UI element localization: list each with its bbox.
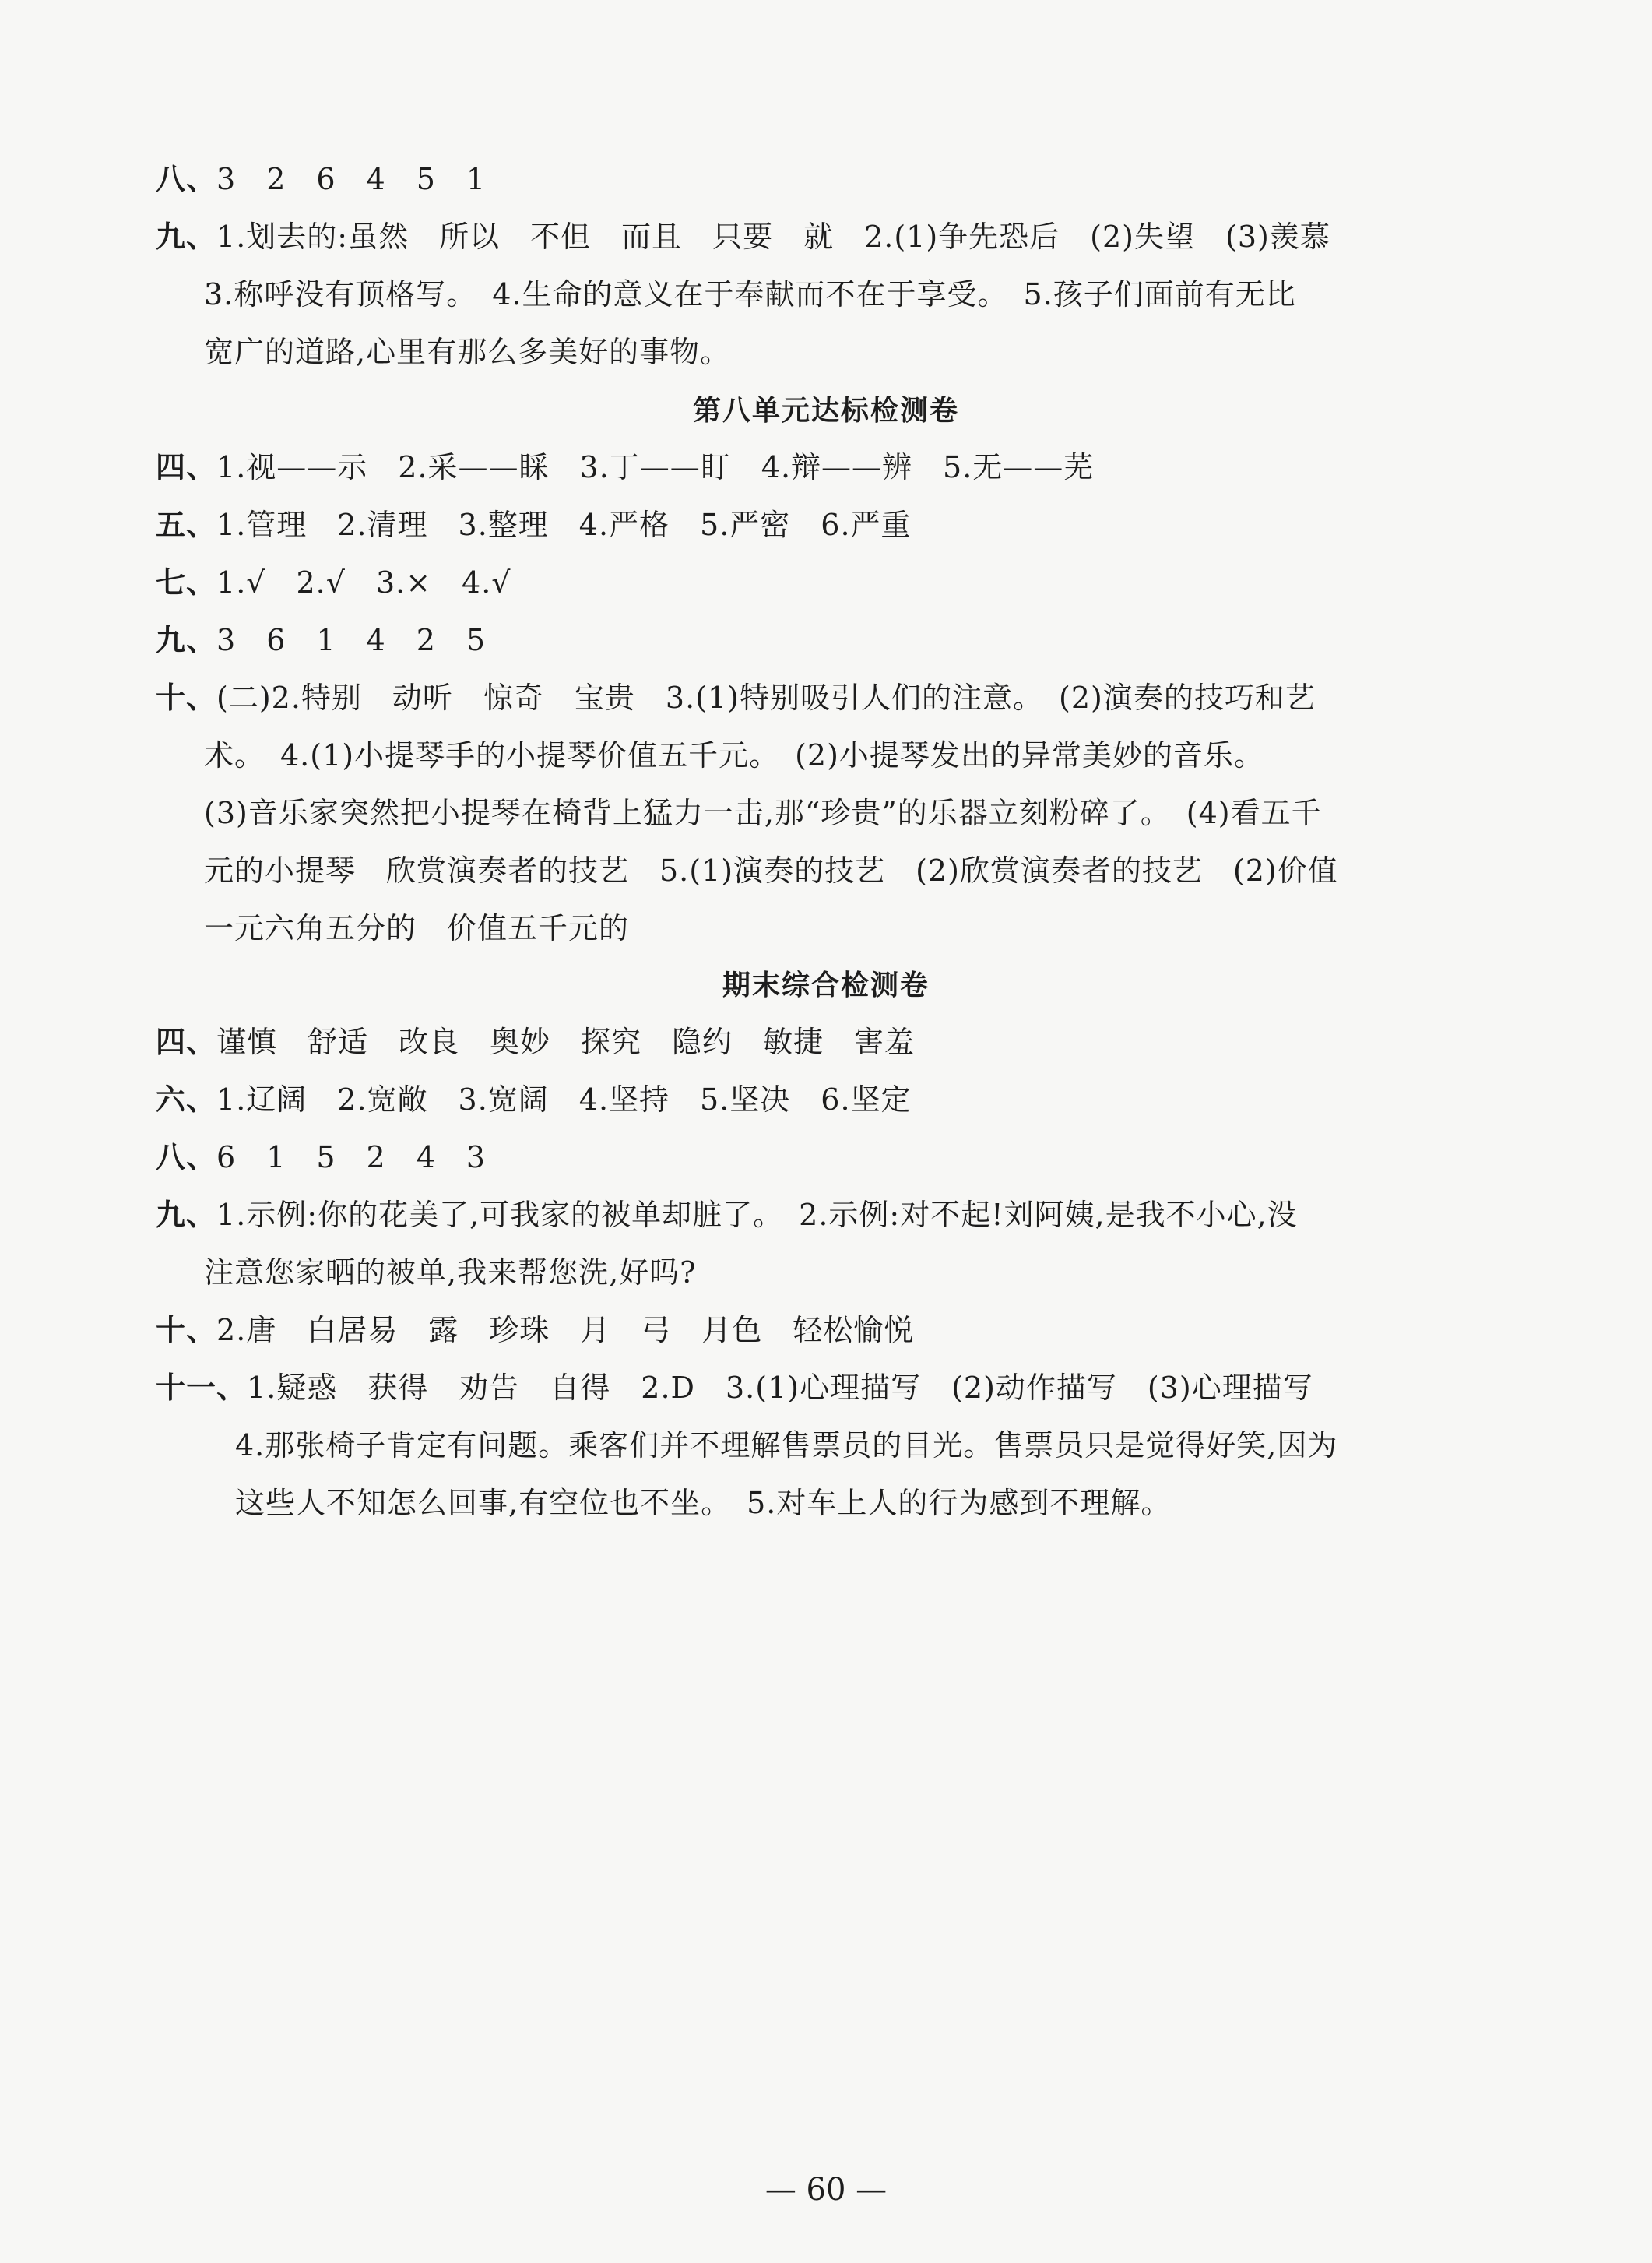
answer-text: 这些人不知怎么回事,有空位也不坐。 5.对车上人的行为感到不理解。: [235, 1486, 1172, 1520]
answer-line: [156, 1371, 1313, 1405]
answer-text: 注意您家晒的被单,我来帮您洗,好吗?: [204, 1255, 697, 1290]
answer-text: 2.唐 白居易 露 珍珠 月 弓 月色 轻松愉悦: [216, 1313, 915, 1347]
answer-text: 1.√ 2.√ 3.× 4.√: [216, 565, 511, 600]
answer-text: 1.辽阔 2.宽敞 3.宽阔 4.坚持 5.坚决 6.坚定: [216, 1082, 912, 1117]
section-title: 期末综合检测卷: [722, 970, 930, 1001]
answer-line: [156, 1082, 912, 1117]
answer-text: 3.称呼没有顶格写。 4.生命的意义在于奉献而不在于享受。 5.孩子们面前有无比: [204, 277, 1296, 311]
answer-text: 1.疑惑 获得 劝告 自得 2.D 3.(1)心理描写 (2)动作描写 (3)心理描写: [247, 1371, 1313, 1405]
answer-line: [204, 277, 1296, 311]
answer-line: [235, 1486, 1171, 1520]
question-label: 九、: [156, 1197, 217, 1232]
answer-line: [204, 911, 629, 945]
answer-text: 3 6 1 4 2 5: [216, 623, 487, 657]
answer-line: [156, 220, 1330, 254]
answer-line: [156, 1313, 914, 1347]
answer-text: (二)2.特别 动听 惊奇 宝贵 3.(1)特别吸引人们的注意。 (2)演奏的技巧和艺: [216, 681, 1316, 715]
answer-text: 1.划去的:虽然 所以 不但 而且 只要 就 2.(1)争先恐后 (2)失望 (3)羡慕: [216, 220, 1330, 254]
answer-line: [204, 853, 1338, 888]
answer-line: [204, 1255, 697, 1290]
answer-line: [204, 335, 730, 369]
answer-text: 元的小提琴 欣赏演奏者的技艺 5.(1)演奏的技艺 (2)欣赏演奏者的技艺 (2)价值: [204, 853, 1338, 888]
question-label: 五、: [156, 507, 217, 542]
answer-line: [156, 508, 912, 542]
answer-line: [204, 738, 1264, 773]
page-number: — 60 —: [764, 2172, 888, 2208]
question-label: 九、: [156, 622, 217, 657]
answer-text: 1.管理 2.清理 3.整理 4.严格 5.严密 6.严重: [216, 508, 912, 542]
answer-text: 3 2 6 4 5 1: [216, 162, 487, 196]
question-label: 四、: [156, 449, 217, 484]
answer-line: [156, 623, 486, 657]
answer-line: [204, 796, 1322, 830]
question-label: 七、: [156, 565, 217, 600]
answer-text: 谨慎 舒适 改良 奥妙 探究 隐约 敏捷 害羞: [216, 1025, 916, 1059]
answer-text: 1.视——示 2.采——睬 3.丁——盯 4.辩——辨 5.无——芜: [216, 450, 1095, 484]
question-label: 六、: [156, 1082, 217, 1117]
answer-line: [156, 450, 1094, 484]
question-label: 八、: [156, 1139, 217, 1174]
question-label: 九、: [156, 219, 217, 254]
answer-line: [156, 681, 1316, 715]
answer-line: [156, 1140, 486, 1174]
question-label: 十一、: [156, 1370, 248, 1405]
section-title: 第八单元达标检测卷: [692, 395, 959, 427]
question-label: 十、: [156, 1312, 217, 1347]
answer-text: 一元六角五分的 价值五千元的: [204, 911, 630, 945]
answer-line: [156, 1198, 1298, 1232]
answer-line: [156, 162, 486, 196]
answer-text: (3)音乐家突然把小提琴在椅背上猛力一击,那“珍贵”的乐器立刻粉碎了。 (4)看五千: [204, 796, 1322, 830]
question-label: 四、: [156, 1024, 217, 1059]
answer-text: 1.示例:你的花美了,可我家的被单却脏了。 2.示例:对不起!刘阿姨,是我不小心,没: [216, 1198, 1298, 1232]
answer-line: [235, 1428, 1337, 1462]
answer-line: [156, 1025, 915, 1059]
question-label: 十、: [156, 680, 217, 715]
answer-line: [156, 565, 511, 600]
question-label: 八、: [156, 161, 217, 196]
answer-text: 术。 4.(1)小提琴手的小提琴价值五千元。 (2)小提琴发出的异常美妙的音乐。: [204, 738, 1264, 773]
answer-text: 4.那张椅子肯定有问题。乘客们并不理解售票员的目光。售票员只是觉得好笑,因为: [235, 1428, 1338, 1462]
answer-text: 宽广的道路,心里有那么多美好的事物。: [204, 335, 731, 369]
answer-text: 6 1 5 2 4 3: [216, 1140, 487, 1174]
